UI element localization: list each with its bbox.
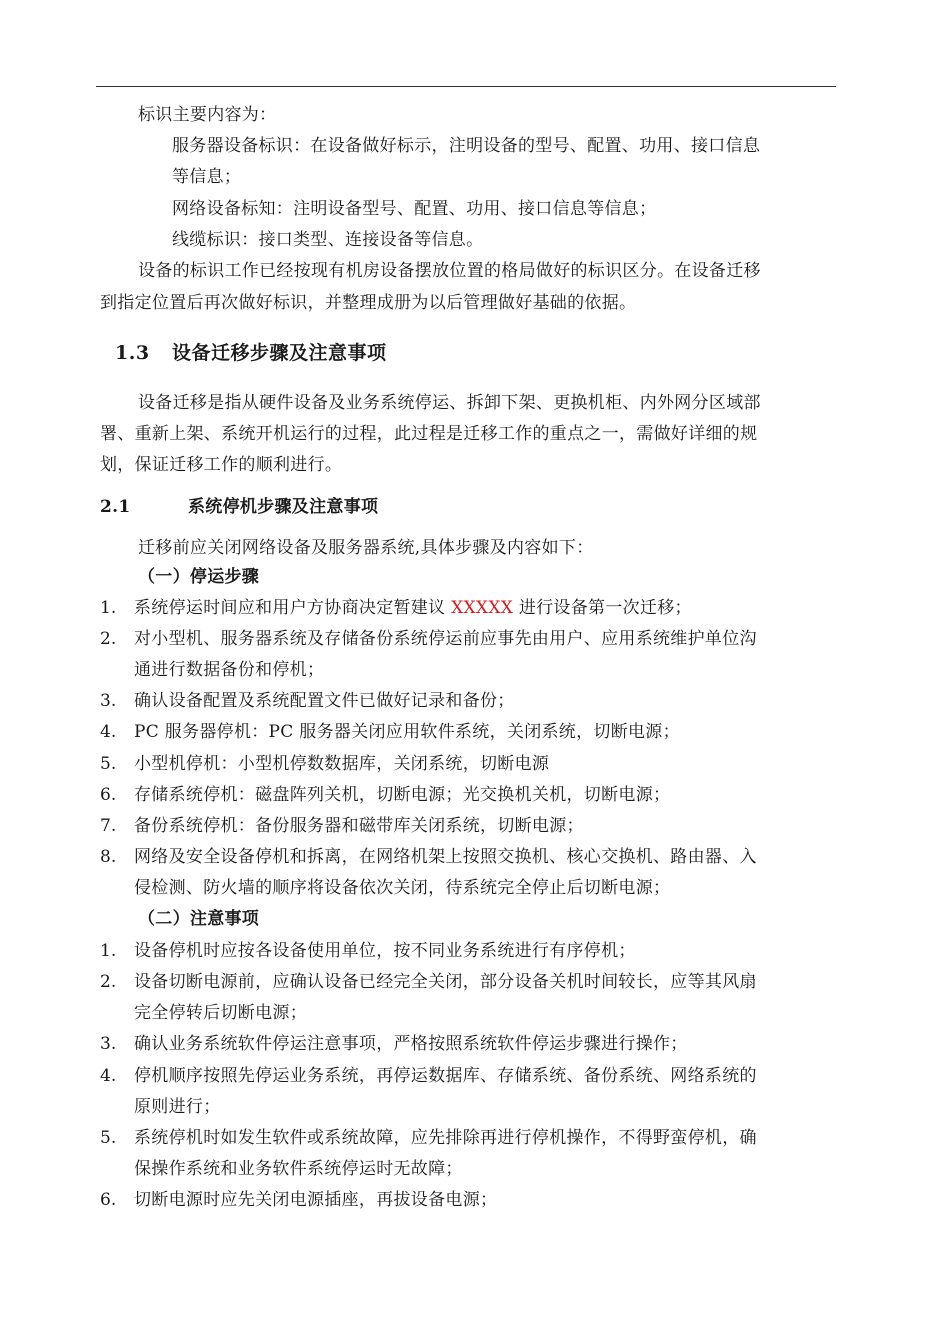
list-item: 保操作系统和业务软件系统停运时无故障；: [134, 1159, 463, 1179]
list-number: 1.: [100, 598, 117, 618]
intro-line: 标识主要内容为：: [138, 105, 277, 125]
list-number: 2.: [100, 629, 117, 649]
section-title: 设备迁移步骤及注意事项: [172, 342, 387, 364]
list-number: 7.: [100, 816, 117, 836]
list-item: 存储系统停机：磁盘阵列关机，切断电源；光交换机关机，切断电源；: [134, 785, 671, 805]
intro-line: 等信息；: [172, 167, 242, 187]
subheading: （一）停运步骤: [138, 567, 260, 587]
list-item: 完全停转后切断电源；: [134, 1003, 307, 1023]
section-number: 1.3: [115, 342, 150, 364]
list-number: 2.: [100, 972, 117, 992]
list-item: 切断电源时应先关闭电源插座，再拔设备电源；: [134, 1190, 498, 1210]
paragraph-line: 设备迁移是指从硬件设备及业务系统停运、拆卸下架、更换机柜、内外网分区域部: [138, 393, 761, 413]
list-item: 设备停机时应按各设备使用单位，按不同业务系统进行有序停机；: [134, 941, 636, 961]
list-item: 确认设备配置及系统配置文件已做好记录和备份；: [134, 691, 515, 711]
header-rule: [96, 86, 836, 87]
list-item: 对小型机、服务器系统及存储备份系统停运前应事先由用户、应用系统维护单位沟: [134, 629, 757, 649]
list-item: 通进行数据备份和停机；: [134, 660, 325, 680]
intro-line: 到指定位置后再次做好标识，并整理成册为以后管理做好基础的依据。: [100, 293, 637, 313]
list-item: 确认业务系统软件停运注意事项，严格按照系统软件停运步骤进行操作；: [134, 1034, 688, 1054]
list-number: 4.: [100, 1066, 117, 1086]
list-item: 停机顺序按照先停运业务系统，再停运数据库、存储系统、备份系统、网络系统的: [134, 1066, 757, 1086]
list-item: 设备切断电源前，应确认设备已经完全关闭，部分设备关机时间较长，应等其风扇: [134, 972, 757, 992]
list-item: 系统停机时如发生软件或系统故障，应先排除再进行停机操作，不得野蛮停机，确: [134, 1128, 757, 1148]
subheading: （二）注意事项: [138, 909, 260, 929]
list-item: 小型机停机：小型机停数数据库，关闭系统，切断电源: [134, 754, 550, 774]
placeholder-date: XXXXX: [451, 598, 514, 618]
list-number: 1.: [100, 941, 117, 961]
list-item: 侵检测、防火墙的顺序将设备依次关闭，待系统完全停止后切断电源；: [134, 878, 671, 898]
list-item: PC 服务器停机：PC 服务器关闭应用软件系统，关闭系统，切断电源；: [134, 722, 680, 742]
list-number: 8.: [100, 847, 117, 867]
list-item: 原则进行；: [134, 1097, 221, 1117]
paragraph-line: 迁移前应关闭网络设备及服务器系统,具体步骤及内容如下：: [138, 538, 594, 558]
list-item: 系统停运时间应和用户方协商决定暂建议 XXXXX 进行设备第一次迁移；: [134, 598, 692, 618]
list-number: 6.: [100, 785, 117, 805]
list-number: 5.: [100, 754, 117, 774]
intro-line: 线缆标识：接口类型、连接设备等信息。: [172, 230, 484, 250]
intro-line: 网络设备标知：注明设备型号、配置、功用、接口信息等信息；: [172, 199, 657, 219]
subsection-number: 2.1: [100, 497, 131, 517]
subsection-title: 系统停机步骤及注意事项: [188, 497, 379, 517]
intro-line: 服务器设备标识：在设备做好标示，注明设备的型号、配置、功用、接口信息: [172, 136, 761, 156]
paragraph-line: 署、重新上架、系统开机运行的过程，此过程是迁移工作的重点之一，需做好详细的规: [100, 424, 758, 444]
paragraph-line: 划，保证迁移工作的顺利进行。: [100, 455, 343, 475]
list-number: 5.: [100, 1128, 117, 1148]
list-item: 网络及安全设备停机和拆离，在网络机架上按照交换机、核心交换机、路由器、入: [134, 847, 757, 867]
intro-line: 设备的标识工作已经按现有机房设备摆放位置的格局做好的标识区分。在设备迁移: [138, 261, 761, 281]
list-number: 3.: [100, 1034, 117, 1054]
list-number: 3.: [100, 691, 117, 711]
list-number: 4.: [100, 722, 117, 742]
list-item: 备份系统停机：备份服务器和磁带库关闭系统，切断电源；: [134, 816, 584, 836]
list-number: 6.: [100, 1190, 117, 1210]
